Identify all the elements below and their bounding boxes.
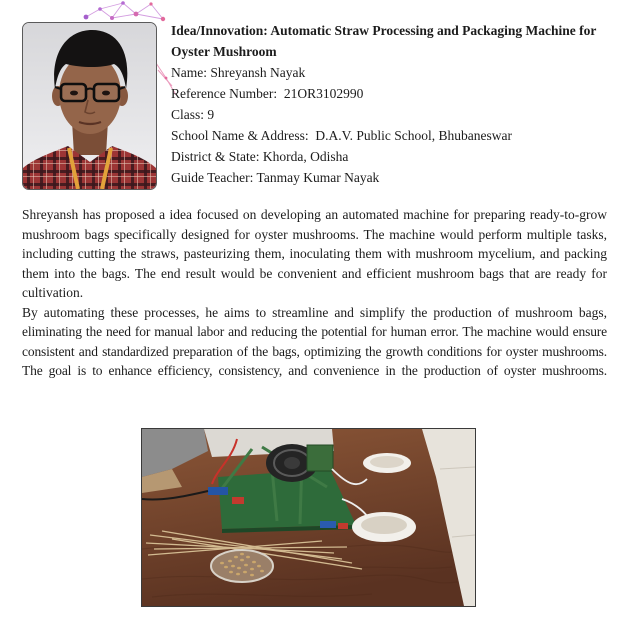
description [22,205,607,381]
detail-school-value: D.A.V. Public School, Bhubaneswar [315,128,513,143]
paragraph-line: them into the bags. The end result would be convenient and efficient mushroom bags that are ready for [22,265,607,281]
detail-guide-label: Guide Teacher: [171,170,254,185]
detail-district-value: Khorda, Odisha [262,149,349,164]
detail-school [171,125,607,146]
idea-title [171,20,607,62]
description-paragraph-1 [22,205,607,303]
paragraph-line: cultivation. [22,285,84,300]
description-paragraph-2 [22,303,607,381]
paragraph-line: consistent and standardized preparation of the bags, optimizing the growth conditions for oyster mushrooms. [22,343,607,359]
detail-guide [171,167,607,188]
seed-plate [211,550,273,582]
detail-reference-label: Reference Number: [171,86,278,101]
paragraph-line: eliminating the need for manual labor and reducing the potential for human error. The machine would ensure [22,324,607,339]
student-portrait-image [23,23,156,189]
paragraph-line: The goal is to enhance efficiency, consistency, and convenience in the production of oyster mushrooms. [22,363,607,378]
detail-school-label: School Name & Address: [171,128,309,143]
detail-name-label: Name: [171,65,207,80]
detail-reference [171,83,607,104]
white-bowl [363,453,411,473]
detail-reference-value: 21OR3102990 [283,86,364,101]
student-details [171,20,607,188]
detail-class-label: Class: [171,107,205,122]
paragraph-line: including cutting the straws, pasteurizing them, inoculating them with mushroom mycelium, and packing [22,246,607,261]
detail-name [171,62,607,83]
white-bowl [352,512,416,542]
idea-title-value: Automatic Straw Processing and Packaging Machine for Oyster Mushroom [171,23,597,59]
detail-class [171,104,607,125]
detail-class-value: 9 [207,107,215,122]
detail-district-label: District & State: [171,149,260,164]
detail-guide-value: Tanmay Kumar Nayak [256,170,380,185]
paragraph-line: mushroom bags specifically designed for oyster mushrooms. The machine would perform multiple tasks, [22,226,607,242]
idea-title-label: Idea/Innovation: [171,23,268,38]
paragraph-line: Shreyansh has proposed a idea focused on developing an automated machine for preparing ready-to-grow [22,207,607,222]
machine-prototype-image [142,429,475,606]
detail-district [171,146,607,167]
student-photo [22,22,157,190]
detail-name-value: Shreyansh Nayak [210,65,306,80]
paragraph-line: By automating these processes, he aims to streamline and simplify the production of mushroom bags, [22,304,607,320]
machine-photo [141,428,476,607]
